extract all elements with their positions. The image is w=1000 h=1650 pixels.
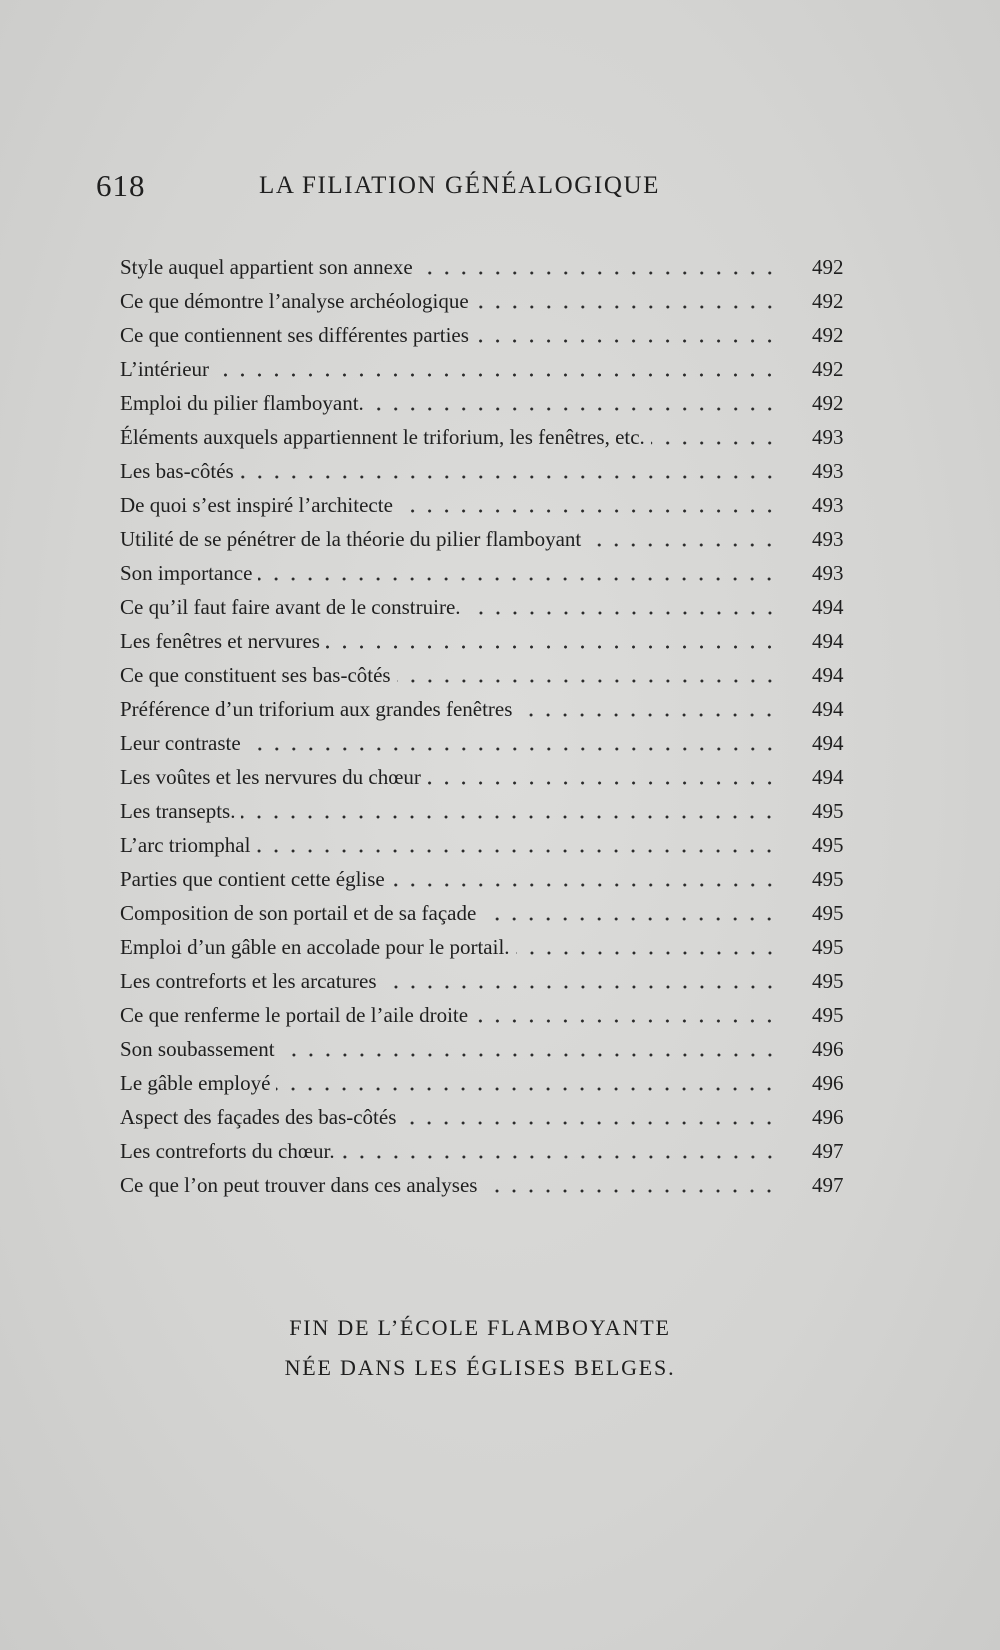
toc-entry-page: 493: [812, 459, 844, 483]
dot-leader: [467, 592, 778, 616]
toc-entry: [120, 690, 850, 724]
toc-entry-label: Ce qu’il faut faire avant de le construire.: [120, 595, 461, 619]
toc-entry-label: Son soubassement: [120, 1037, 275, 1061]
toc-entry-label: Composition de son portail et de sa façade: [120, 901, 477, 925]
toc-entry: [120, 248, 850, 282]
toc-entry-label: Les bas-côtés: [120, 459, 234, 483]
dot-leader: [383, 966, 778, 990]
toc-entry-label: Ce que constituent ses bas-côtés: [120, 663, 391, 687]
toc-entry-label: Les contreforts et les arcatures: [120, 969, 377, 993]
toc-entry: [120, 826, 850, 860]
toc-entry-page: 493: [812, 527, 844, 551]
dot-leader: [370, 388, 778, 412]
toc-entry-label: Emploi du pilier flamboyant.: [120, 391, 364, 415]
page-header: [96, 168, 906, 212]
toc-entry-label: Son importance: [120, 561, 253, 585]
toc-entry-label: Les contreforts du chœur.: [120, 1139, 335, 1163]
toc-entry-page: 494: [812, 663, 844, 687]
toc-entry-page: 495: [812, 935, 844, 959]
toc-entry-label: Style auquel appartient son annexe: [120, 255, 413, 279]
toc-entry: [120, 1098, 850, 1132]
toc-entry: [120, 656, 850, 690]
toc-entry: [120, 520, 850, 554]
toc-entry-page: 492: [812, 289, 844, 313]
toc-entry-page: 493: [812, 493, 844, 517]
toc-entry: [120, 962, 850, 996]
toc-entry-page: 497: [812, 1173, 844, 1197]
toc-entry-label: Préférence d’un triforium aux grandes fenêtres: [120, 697, 513, 721]
toc-entry-page: 495: [812, 799, 844, 823]
toc-entry-page: 495: [812, 833, 844, 857]
toc-entry-page: 495: [812, 1003, 844, 1027]
toc-entry-page: 495: [812, 901, 844, 925]
toc-entry-page: 494: [812, 765, 844, 789]
toc-entry-page: 492: [812, 391, 844, 415]
page-number: 618: [96, 168, 146, 203]
toc-entry-label: Ce que l’on peut trouver dans ces analyses: [120, 1173, 478, 1197]
dot-leader: [482, 898, 778, 922]
toc-entry-page: 495: [812, 969, 844, 993]
dot-leader: [281, 1034, 778, 1058]
dot-leader: [518, 694, 778, 718]
toc-entry-label: Aspect des façades des bas-côtés: [120, 1105, 397, 1129]
dot-leader: [258, 558, 778, 582]
toc-entry: [120, 622, 850, 656]
dot-leader: [474, 1000, 778, 1024]
toc-entry-page: 493: [812, 425, 844, 449]
toc-entry-page: 495: [812, 867, 844, 891]
closing-note: [230, 1308, 730, 1388]
dot-leader: [419, 252, 778, 276]
toc-entry: [120, 384, 850, 418]
toc-entry-page: 496: [812, 1037, 844, 1061]
toc-entry-page: 492: [812, 255, 844, 279]
toc-entry: [120, 1132, 850, 1166]
running-title: LA FILIATION GÉNÉALOGIQUE: [259, 172, 661, 199]
toc-entry-page: 492: [812, 357, 844, 381]
toc-entry: [120, 350, 850, 384]
dot-leader: [276, 1068, 778, 1092]
toc-entry: [120, 996, 850, 1030]
dot-leader: [240, 456, 778, 480]
toc-entry: [120, 724, 850, 758]
toc-entry: [120, 452, 850, 486]
toc-entry-label: Parties que contient cette église: [120, 867, 385, 891]
dot-leader: [651, 422, 778, 446]
toc-entry-label: L’arc triomphal: [120, 833, 251, 857]
toc-entry: [120, 418, 850, 452]
dot-leader: [483, 1170, 778, 1194]
closing-note-line-2: NÉE DANS LES ÉGLISES BELGES.: [284, 1355, 676, 1380]
dot-leader: [475, 286, 778, 310]
dot-leader: [427, 762, 778, 786]
toc-entry: [120, 758, 850, 792]
toc-entry: [120, 894, 850, 928]
toc-entry-page: 494: [812, 697, 844, 721]
dot-leader: [402, 1102, 778, 1126]
table-of-contents: [120, 248, 850, 1200]
dot-leader: [256, 830, 778, 854]
toc-entry-label: Les transepts.: [120, 799, 236, 823]
toc-entry-label: Éléments auxquels appartiennent le triforium, les fenêtres, etc.: [120, 425, 645, 449]
toc-entry-label: Ce que contiennent ses différentes parties: [120, 323, 469, 347]
toc-entry: [120, 1064, 850, 1098]
toc-entry-label: Ce que démontre l’analyse archéologique: [120, 289, 469, 313]
toc-entry: [120, 860, 850, 894]
toc-entry-label: Le gâble employé: [120, 1071, 271, 1095]
toc-entry: [120, 554, 850, 588]
toc-entry: [120, 1166, 850, 1200]
dot-leader: [326, 626, 778, 650]
toc-entry-label: Les fenêtres et nervures: [120, 629, 320, 653]
dot-leader: [341, 1136, 778, 1160]
toc-entry: [120, 928, 850, 962]
toc-entry-page: 497: [812, 1139, 844, 1163]
toc-entry: [120, 792, 850, 826]
toc-entry: [120, 588, 850, 622]
toc-entry-label: Emploi d’un gâble en accolade pour le portail.: [120, 935, 510, 959]
toc-entry-page: 492: [812, 323, 844, 347]
toc-entry-label: Les voûtes et les nervures du chœur: [120, 765, 421, 789]
dot-leader: [241, 796, 778, 820]
closing-note-line-1: FIN DE L’ÉCOLE FLAMBOYANTE: [289, 1315, 671, 1340]
toc-entry-page: 494: [812, 731, 844, 755]
toc-entry-page: 494: [812, 629, 844, 653]
toc-entry-label: De quoi s’est inspiré l’architecte: [120, 493, 393, 517]
toc-entry-label: Ce que renferme le portail de l’aile droite: [120, 1003, 469, 1027]
dot-leader: [247, 728, 778, 752]
dot-leader: [587, 524, 778, 548]
toc-entry: [120, 1030, 850, 1064]
toc-entry: [120, 282, 850, 316]
toc-entry-page: 496: [812, 1105, 844, 1129]
dot-leader: [475, 320, 778, 344]
dot-leader: [516, 932, 778, 956]
toc-entry: [120, 486, 850, 520]
toc-entry-label: L’intérieur: [120, 357, 210, 381]
dot-leader: [399, 490, 778, 514]
toc-entry-label: Utilité de se pénétrer de la théorie du pilier flamboyant: [120, 527, 582, 551]
toc-entry-label: Leur contraste: [120, 731, 241, 755]
dot-leader: [391, 864, 778, 888]
dot-leader: [215, 354, 778, 378]
toc-entry-page: 494: [812, 595, 844, 619]
toc-entry: [120, 316, 850, 350]
dot-leader: [397, 660, 778, 684]
toc-entry-page: 496: [812, 1071, 844, 1095]
toc-entry-page: 493: [812, 561, 844, 585]
